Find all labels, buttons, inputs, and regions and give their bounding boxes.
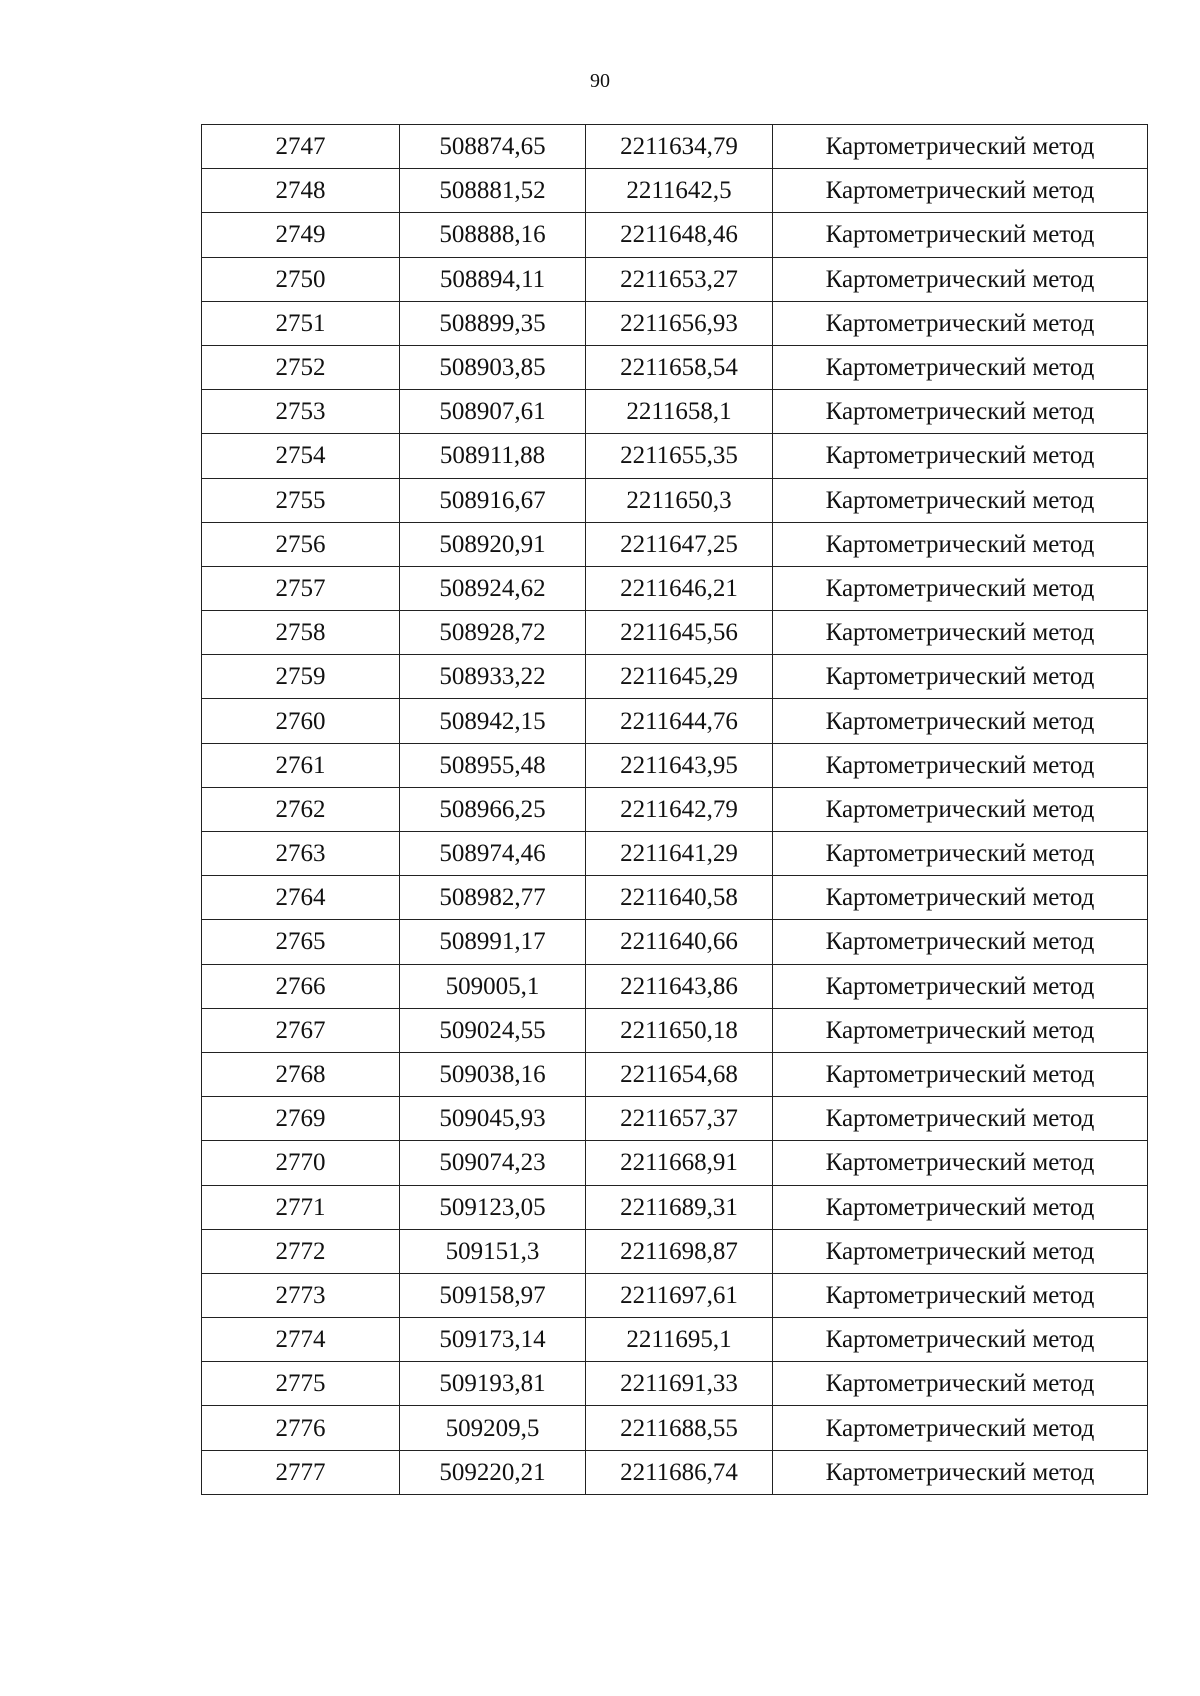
method-cell: Картометрический метод [773,169,1148,213]
y-coordinate-cell: 2211656,93 [586,301,773,345]
y-coordinate-cell: 2211647,25 [586,522,773,566]
y-coordinate-cell: 2211645,29 [586,655,773,699]
point-number-cell: 2750 [202,257,400,301]
x-coordinate-cell: 508933,22 [400,655,586,699]
table-row [202,434,1148,478]
y-coordinate-cell: 2211642,79 [586,787,773,831]
y-coordinate-cell: 2211634,79 [586,125,773,169]
method-cell: Картометрический метод [773,876,1148,920]
point-number-cell: 2759 [202,655,400,699]
point-number-cell: 2749 [202,213,400,257]
method-cell: Картометрический метод [773,1318,1148,1362]
method-cell: Картометрический метод [773,1362,1148,1406]
table-row [202,1052,1148,1096]
y-coordinate-cell: 2211641,29 [586,832,773,876]
x-coordinate-cell: 508991,17 [400,920,586,964]
x-coordinate-cell: 508924,62 [400,566,586,610]
point-number-cell: 2777 [202,1450,400,1494]
y-coordinate-cell: 2211657,37 [586,1097,773,1141]
table-row [202,213,1148,257]
table-row [202,345,1148,389]
x-coordinate-cell: 509005,1 [400,964,586,1008]
x-coordinate-cell: 508899,35 [400,301,586,345]
method-cell: Картометрический метод [773,522,1148,566]
x-coordinate-cell: 509209,5 [400,1406,586,1450]
y-coordinate-cell: 2211645,56 [586,611,773,655]
y-coordinate-cell: 2211689,31 [586,1185,773,1229]
y-coordinate-cell: 2211695,1 [586,1318,773,1362]
y-coordinate-cell: 2211655,35 [586,434,773,478]
coordinates-table-body [202,125,1148,1495]
point-number-cell: 2773 [202,1273,400,1317]
y-coordinate-cell: 2211650,18 [586,1008,773,1052]
y-coordinate-cell: 2211658,1 [586,390,773,434]
table-row [202,1141,1148,1185]
method-cell: Картометрический метод [773,478,1148,522]
method-cell: Картометрический метод [773,964,1148,1008]
y-coordinate-cell: 2211640,66 [586,920,773,964]
x-coordinate-cell: 508881,52 [400,169,586,213]
page-number: 90 [590,70,610,92]
x-coordinate-cell: 508911,88 [400,434,586,478]
table-row [202,699,1148,743]
point-number-cell: 2753 [202,390,400,434]
y-coordinate-cell: 2211691,33 [586,1362,773,1406]
x-coordinate-cell: 509173,14 [400,1318,586,1362]
point-number-cell: 2756 [202,522,400,566]
table-row [202,390,1148,434]
x-coordinate-cell: 509220,21 [400,1450,586,1494]
y-coordinate-cell: 2211648,46 [586,213,773,257]
y-coordinate-cell: 2211644,76 [586,699,773,743]
method-cell: Картометрический метод [773,1273,1148,1317]
x-coordinate-cell: 508888,16 [400,213,586,257]
y-coordinate-cell: 2211686,74 [586,1450,773,1494]
method-cell: Картометрический метод [773,434,1148,478]
point-number-cell: 2757 [202,566,400,610]
x-coordinate-cell: 508928,72 [400,611,586,655]
point-number-cell: 2755 [202,478,400,522]
method-cell: Картометрический метод [773,611,1148,655]
method-cell: Картометрический метод [773,390,1148,434]
table-row [202,478,1148,522]
point-number-cell: 2754 [202,434,400,478]
point-number-cell: 2764 [202,876,400,920]
point-number-cell: 2768 [202,1052,400,1096]
method-cell: Картометрический метод [773,787,1148,831]
y-coordinate-cell: 2211650,3 [586,478,773,522]
point-number-cell: 2776 [202,1406,400,1450]
table-row [202,125,1148,169]
x-coordinate-cell: 509158,97 [400,1273,586,1317]
point-number-cell: 2751 [202,301,400,345]
table-row [202,787,1148,831]
point-number-cell: 2760 [202,699,400,743]
point-number-cell: 2748 [202,169,400,213]
y-coordinate-cell: 2211643,86 [586,964,773,1008]
y-coordinate-cell: 2211646,21 [586,566,773,610]
method-cell: Картометрический метод [773,257,1148,301]
method-cell: Картометрический метод [773,213,1148,257]
y-coordinate-cell: 2211688,55 [586,1406,773,1450]
x-coordinate-cell: 509123,05 [400,1185,586,1229]
point-number-cell: 2747 [202,125,400,169]
table-row [202,257,1148,301]
table-row [202,566,1148,610]
method-cell: Картометрический метод [773,301,1148,345]
y-coordinate-cell: 2211697,61 [586,1273,773,1317]
method-cell: Картометрический метод [773,1097,1148,1141]
y-coordinate-cell: 2211658,54 [586,345,773,389]
table-row [202,1318,1148,1362]
method-cell: Картометрический метод [773,655,1148,699]
method-cell: Картометрический метод [773,1141,1148,1185]
point-number-cell: 2769 [202,1097,400,1141]
x-coordinate-cell: 509193,81 [400,1362,586,1406]
table-row [202,1229,1148,1273]
method-cell: Картометрический метод [773,832,1148,876]
method-cell: Картометрический метод [773,920,1148,964]
point-number-cell: 2767 [202,1008,400,1052]
table-row [202,522,1148,566]
table-row [202,920,1148,964]
point-number-cell: 2763 [202,832,400,876]
y-coordinate-cell: 2211640,58 [586,876,773,920]
y-coordinate-cell: 2211654,68 [586,1052,773,1096]
x-coordinate-cell: 509074,23 [400,1141,586,1185]
table-row [202,655,1148,699]
x-coordinate-cell: 508903,85 [400,345,586,389]
x-coordinate-cell: 508907,61 [400,390,586,434]
table-row [202,964,1148,1008]
table-row [202,1185,1148,1229]
x-coordinate-cell: 508966,25 [400,787,586,831]
x-coordinate-cell: 509045,93 [400,1097,586,1141]
table-row [202,1273,1148,1317]
method-cell: Картометрический метод [773,125,1148,169]
table-row [202,1406,1148,1450]
x-coordinate-cell: 508942,15 [400,699,586,743]
y-coordinate-cell: 2211642,5 [586,169,773,213]
x-coordinate-cell: 508955,48 [400,743,586,787]
x-coordinate-cell: 508982,77 [400,876,586,920]
x-coordinate-cell: 509151,3 [400,1229,586,1273]
point-number-cell: 2766 [202,964,400,1008]
table-row [202,743,1148,787]
y-coordinate-cell: 2211668,91 [586,1141,773,1185]
x-coordinate-cell: 509024,55 [400,1008,586,1052]
point-number-cell: 2771 [202,1185,400,1229]
y-coordinate-cell: 2211643,95 [586,743,773,787]
method-cell: Картометрический метод [773,345,1148,389]
x-coordinate-cell: 508916,67 [400,478,586,522]
method-cell: Картометрический метод [773,743,1148,787]
x-coordinate-cell: 509038,16 [400,1052,586,1096]
table-row [202,301,1148,345]
table-row [202,611,1148,655]
table-row [202,1362,1148,1406]
point-number-cell: 2774 [202,1318,400,1362]
table-row [202,1008,1148,1052]
y-coordinate-cell: 2211653,27 [586,257,773,301]
table-row [202,876,1148,920]
method-cell: Картометрический метод [773,1406,1148,1450]
x-coordinate-cell: 508894,11 [400,257,586,301]
method-cell: Картометрический метод [773,1052,1148,1096]
table-row [202,169,1148,213]
x-coordinate-cell: 508974,46 [400,832,586,876]
point-number-cell: 2762 [202,787,400,831]
point-number-cell: 2761 [202,743,400,787]
point-number-cell: 2770 [202,1141,400,1185]
table-row [202,832,1148,876]
point-number-cell: 2752 [202,345,400,389]
method-cell: Картометрический метод [773,1229,1148,1273]
point-number-cell: 2765 [202,920,400,964]
y-coordinate-cell: 2211698,87 [586,1229,773,1273]
point-number-cell: 2772 [202,1229,400,1273]
method-cell: Картометрический метод [773,699,1148,743]
table-row [202,1097,1148,1141]
x-coordinate-cell: 508920,91 [400,522,586,566]
coordinates-table [201,124,1148,1495]
method-cell: Картометрический метод [773,1185,1148,1229]
table-row [202,1450,1148,1494]
method-cell: Картометрический метод [773,566,1148,610]
x-coordinate-cell: 508874,65 [400,125,586,169]
point-number-cell: 2758 [202,611,400,655]
method-cell: Картометрический метод [773,1450,1148,1494]
method-cell: Картометрический метод [773,1008,1148,1052]
point-number-cell: 2775 [202,1362,400,1406]
